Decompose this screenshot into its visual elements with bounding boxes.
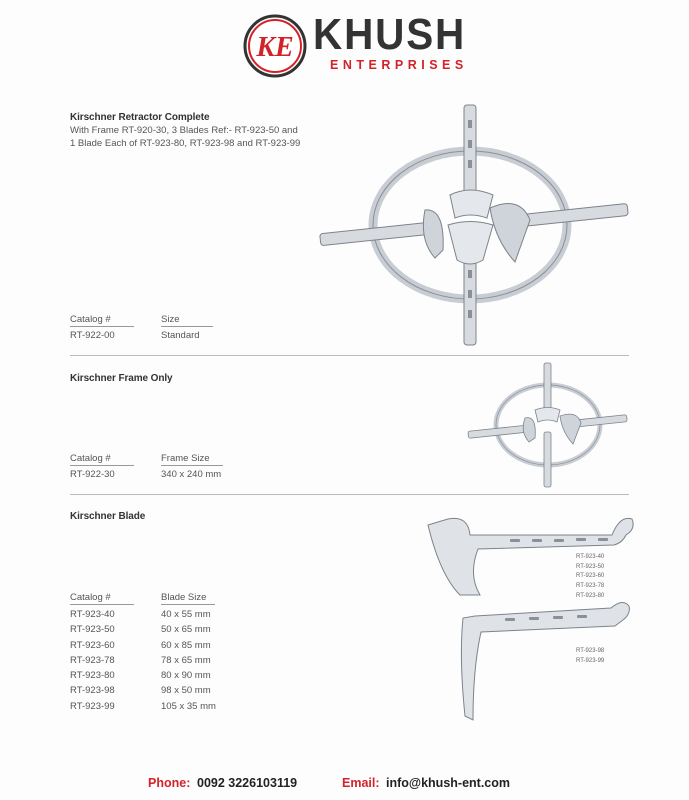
phone-number[interactable]: 0092 3226103119 (197, 776, 298, 790)
section-description: With Frame RT-920-30, 3 Blades Ref:- RT-923-50 and 1 Blade Each of RT-923-80, RT-923-98 and RT-923-99 (70, 125, 301, 149)
divider (161, 465, 223, 466)
table-row: 50 x 65 mm (161, 624, 211, 636)
divider (70, 465, 134, 466)
table-row: 80 x 90 mm (161, 670, 211, 682)
table-row: RT-923-60 (70, 639, 115, 651)
blade-image-2 (445, 598, 635, 723)
section-divider (70, 494, 629, 495)
brand-subtitle: ENTERPRISES (330, 58, 468, 72)
column-header-catalog: Catalog # (70, 453, 111, 464)
section-divider (70, 355, 629, 356)
section-title: Kirschner Blade (70, 511, 146, 522)
blade-label-list-2: RT-923-98 RT-923-99 (576, 648, 605, 664)
phone-label: Phone: (148, 776, 191, 790)
blade-size-list (161, 607, 216, 714)
column-header-blade-size: Blade Size (161, 592, 207, 603)
table-row: 78 x 65 mm (161, 654, 211, 666)
table-row: RT-923-80 (70, 670, 115, 682)
retractor-complete-image (315, 100, 635, 350)
divider (70, 326, 134, 327)
catalog-number-list (70, 607, 115, 714)
catalog-number: RT-922-00 (70, 330, 115, 341)
email-label: Email: (342, 776, 380, 790)
column-header-catalog: Catalog # (70, 592, 111, 603)
frame-size-value: 340 x 240 mm (161, 469, 222, 480)
section-title: Kirschner Retractor Complete (70, 112, 210, 123)
table-row: 105 x 35 mm (161, 700, 216, 712)
table-row: 40 x 55 mm (161, 609, 211, 620)
table-row: RT-923-98 (70, 685, 115, 697)
table-row: RT-923-99 (70, 700, 115, 712)
column-header-size: Size (161, 314, 180, 325)
table-row: 60 x 85 mm (161, 639, 211, 651)
table-row: 98 x 50 mm (161, 685, 211, 697)
column-header-frame-size: Frame Size (161, 453, 210, 464)
size-value: Standard (161, 330, 200, 341)
table-row: RT-923-50 (70, 624, 115, 636)
brand-name: KHUSH (313, 10, 467, 59)
divider (161, 326, 213, 327)
blade-label-list-1: RT-923-40 RT-923-50 RT-923-60 RT-923-78 RT-923-80 (576, 554, 605, 599)
divider (161, 604, 215, 605)
frame-only-image (465, 360, 630, 490)
section-title: Kirschner Frame Only (70, 373, 173, 384)
divider (70, 604, 134, 605)
company-logo (243, 14, 307, 78)
table-row: RT-923-78 (70, 654, 115, 666)
email-link[interactable]: info@khush-ent.com (386, 776, 510, 790)
column-header-catalog: Catalog # (70, 314, 111, 325)
table-row: RT-923-40 (70, 609, 115, 620)
svg-text:KE: KE (256, 32, 294, 63)
catalog-number: RT-922-30 (70, 469, 115, 480)
